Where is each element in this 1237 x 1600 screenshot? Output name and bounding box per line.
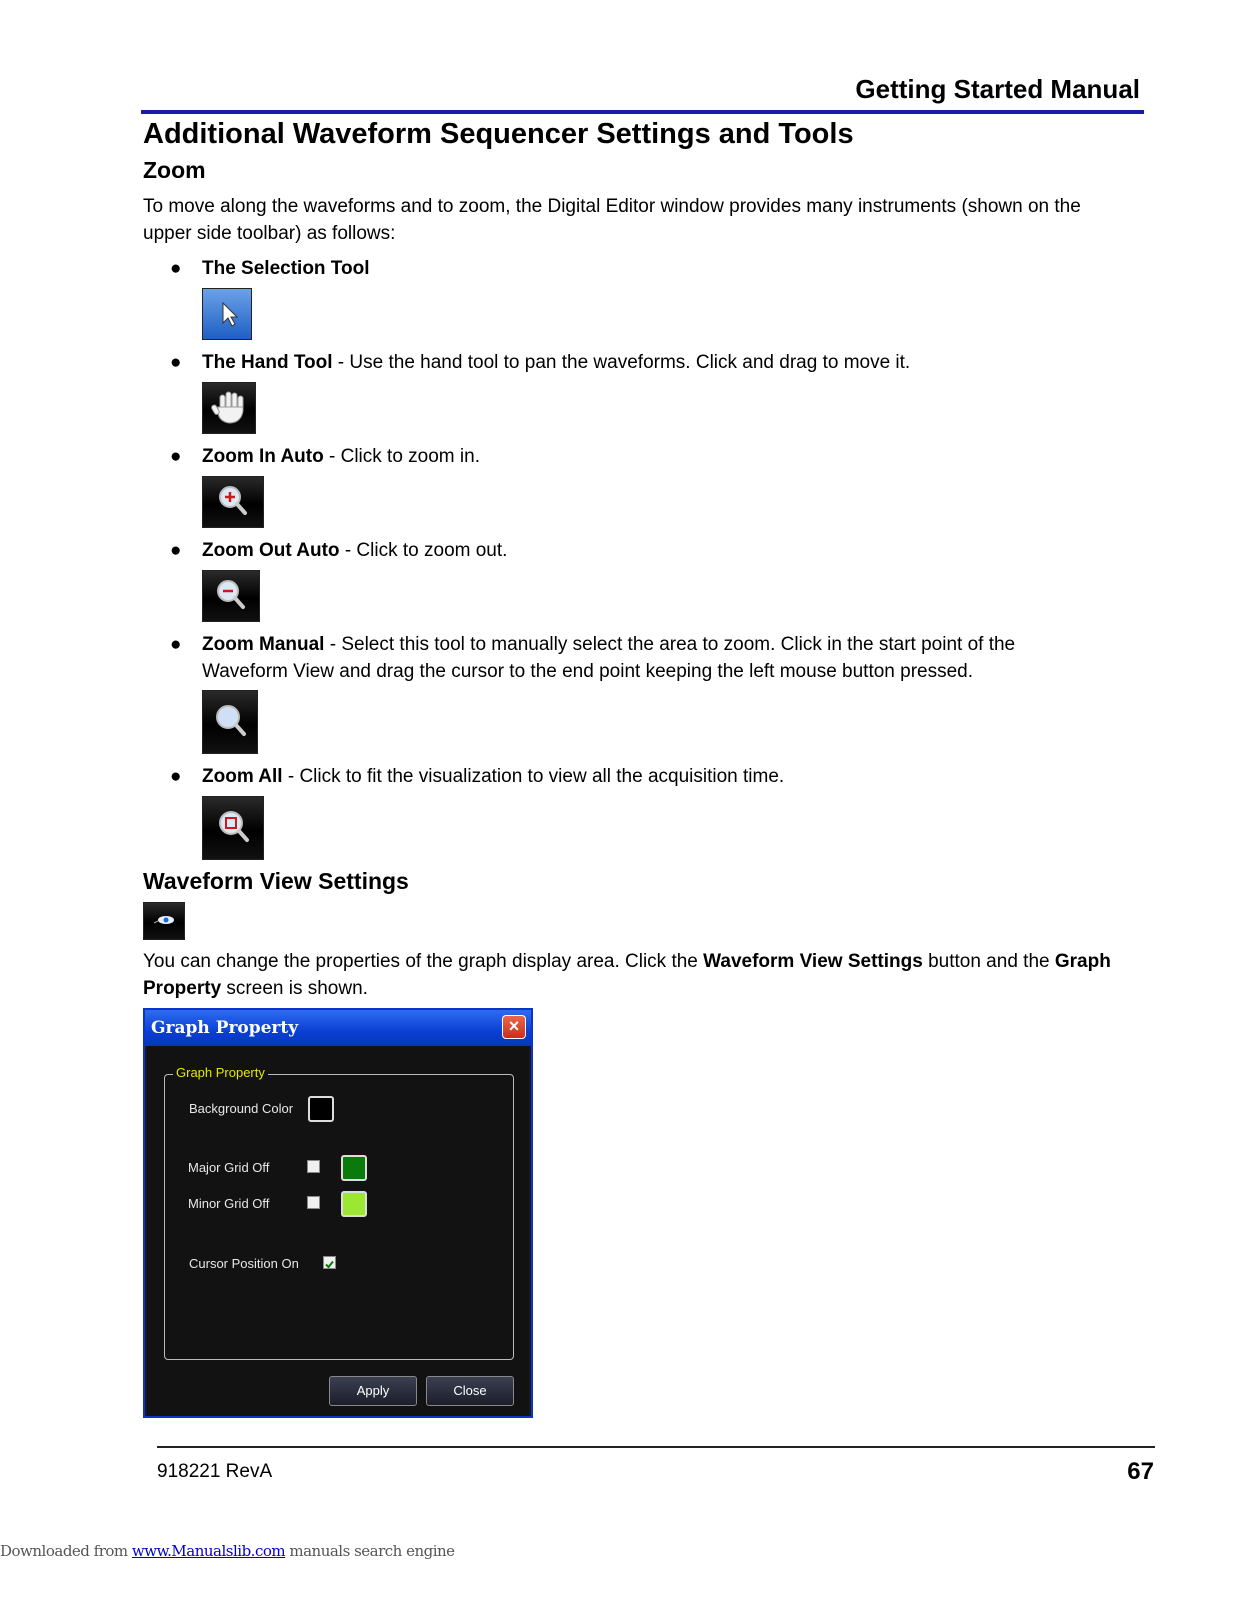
footer-doc-id: 918221 RevA [157, 1461, 273, 1482]
group-label: Graph Property [173, 1065, 268, 1080]
bullet: ● [170, 540, 182, 561]
footer-rule [157, 1446, 1155, 1448]
graph-property-group [164, 1065, 514, 1360]
waveform-view-settings-heading: Waveform View Settings [143, 868, 409, 894]
tool-name: Zoom Manual [202, 634, 325, 655]
tool-name: The Selection Tool [202, 258, 370, 279]
tool-name: Zoom Out Auto [202, 540, 340, 561]
eye-icon [143, 902, 185, 940]
zoom-heading: Zoom [143, 157, 206, 183]
dialog-titlebar[interactable] [145, 1010, 531, 1046]
bullet: ● [170, 766, 182, 787]
bullet: ● [170, 446, 182, 467]
background-color-swatch[interactable] [308, 1096, 334, 1122]
graph-property-dialog [143, 1008, 533, 1418]
cursor-position-label: Cursor Position On [189, 1256, 299, 1271]
header-rule [141, 110, 1144, 114]
major-grid-off-checkbox[interactable] [307, 1160, 320, 1173]
zoom-manual-icon [202, 690, 258, 754]
bullet: ● [170, 258, 182, 279]
tool-name: The Hand Tool [202, 352, 333, 373]
minor-grid-label: Minor Grid Off [188, 1196, 270, 1211]
tool-desc: - Use the hand tool to pan the waveforms. Click and drag to move it. [332, 352, 911, 373]
dialog-body [147, 1046, 529, 1416]
tool-desc: - Select this tool to manually select the area to zoom. Click in the start point of the Waveform View and drag the cursor to the end point keeping the left mouse button pressed. [202, 634, 1016, 682]
bullet: ● [170, 352, 182, 373]
tool-desc: - Click to zoom in. [323, 446, 480, 467]
tool-desc: - Click to fit the visualization to view all the acquisition time. [282, 766, 785, 787]
checkmark-icon [324, 1259, 335, 1270]
minor-grid-color-swatch[interactable] [341, 1191, 367, 1217]
major-grid-color-swatch[interactable] [341, 1155, 367, 1181]
hand-icon [202, 382, 256, 434]
major-grid-label: Major Grid Off [188, 1160, 270, 1175]
zoom-out-icon [202, 570, 260, 622]
pointer-icon [202, 288, 252, 340]
minor-grid-off-checkbox[interactable] [307, 1196, 320, 1209]
apply-button[interactable]: Apply [329, 1376, 417, 1406]
tool-name: Zoom In Auto [202, 446, 324, 467]
section-title: Additional Waveform Sequencer Settings and Tools [143, 118, 854, 150]
manualslib-link[interactable]: www.Manualslib.com [131, 1542, 286, 1560]
background-color-label: Background Color [189, 1101, 294, 1116]
bullet: ● [170, 634, 182, 655]
download-note: Downloaded from www.Manualslib.com manuals search engine [0, 1542, 455, 1560]
tool-name: Zoom All [202, 766, 283, 787]
page-number: 67 [1127, 1458, 1154, 1485]
zoom-intro-paragraph: To move along the waveforms and to zoom, the Digital Editor window provides many instruments (shown on the upper side toolbar) as follows: [143, 196, 1081, 244]
tool-desc: - Click to zoom out. [339, 540, 508, 561]
dialog-title: Graph Property [151, 1018, 299, 1038]
zoom-all-icon [202, 796, 264, 860]
close-button[interactable]: Close [426, 1376, 514, 1406]
header-title: Getting Started Manual [855, 74, 1140, 104]
zoom-in-icon [202, 476, 264, 528]
close-icon[interactable]: × [502, 1015, 526, 1039]
cursor-position-on-checkbox[interactable] [323, 1256, 336, 1269]
waveform-view-paragraph: You can change the properties of the graph display area. Click the Waveform View Settings button and the Graph Property screen is shown. [143, 951, 1111, 999]
